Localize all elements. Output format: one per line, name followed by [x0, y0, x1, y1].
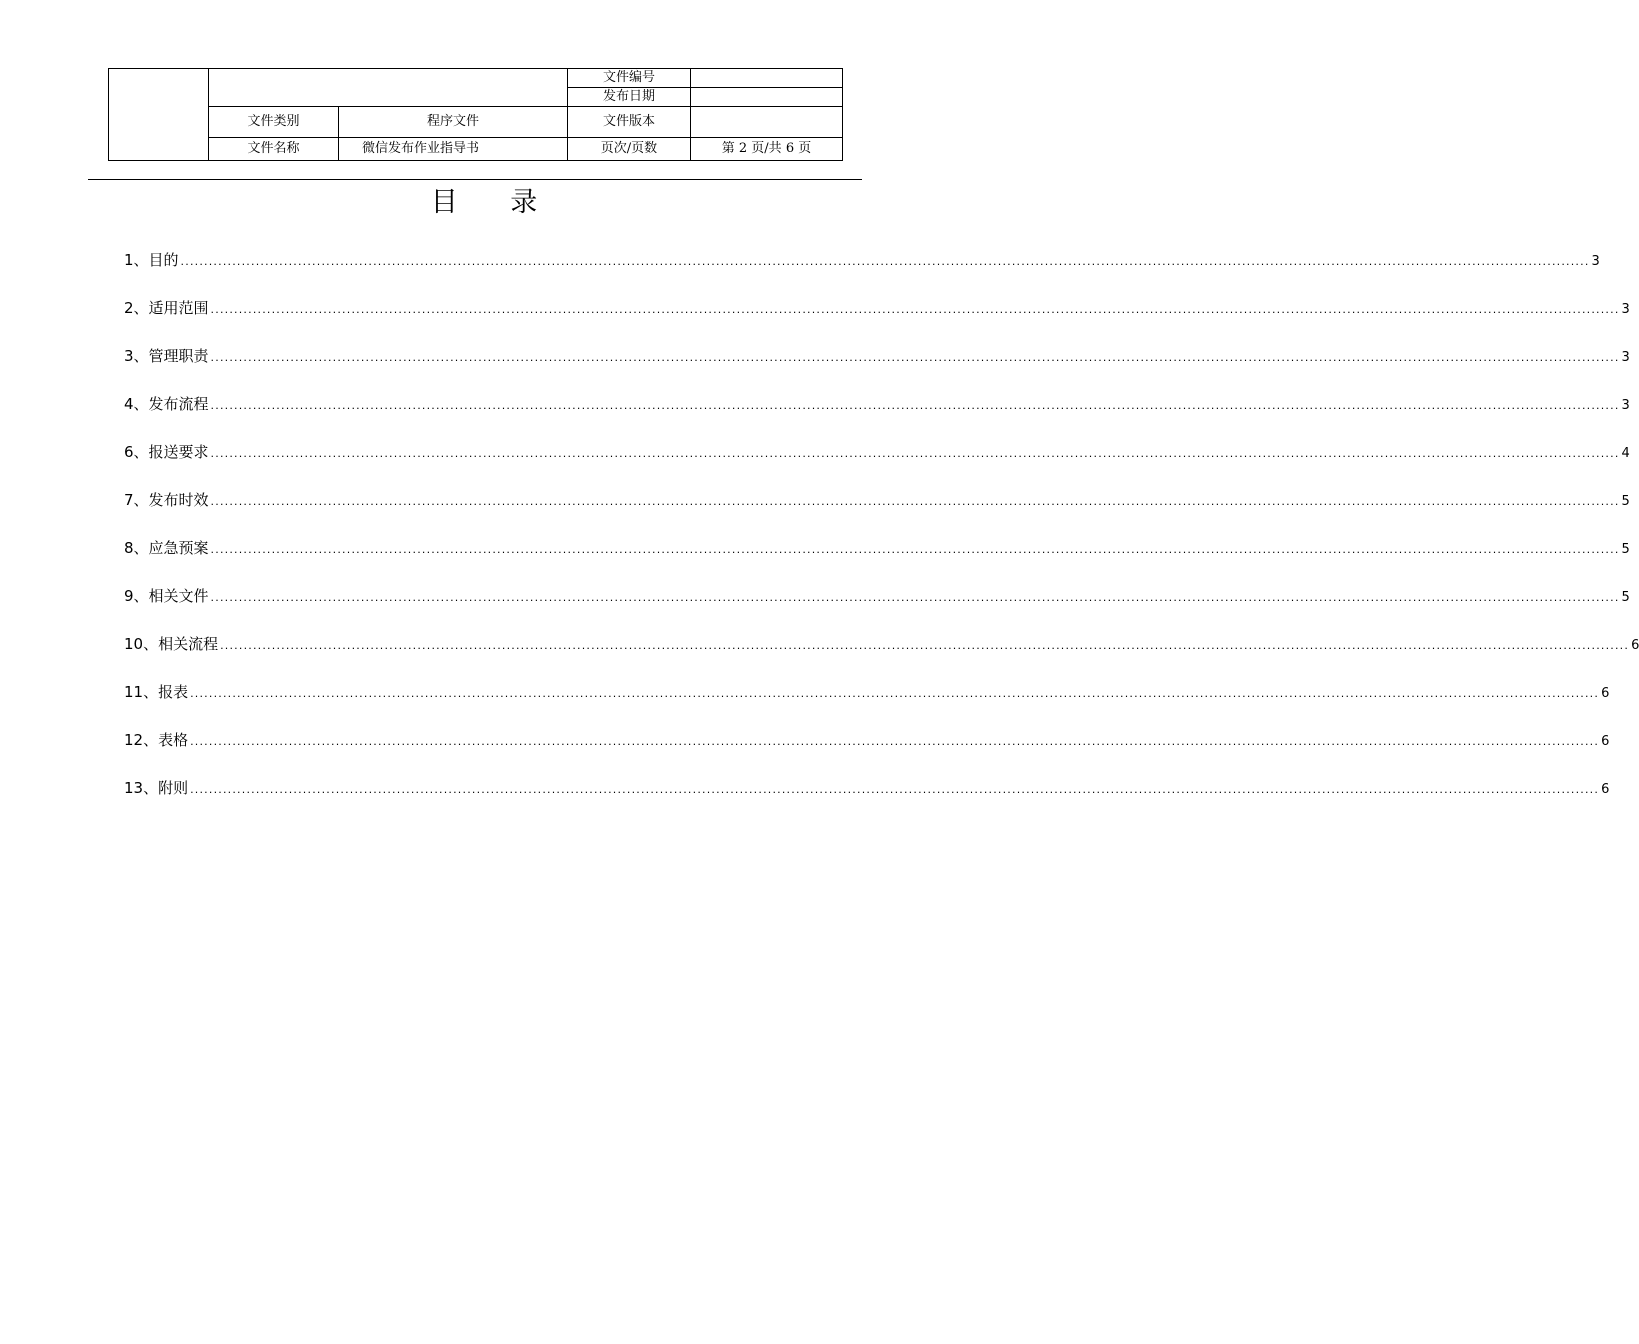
toc-dot-leader: ............................................................................................................................................................................................................................................................................................................ — [180, 255, 1590, 268]
toc-entry[interactable] — [124, 633, 1639, 681]
toc-dot-leader: ............................................................................................................................................................................................................................................................................................................ — [210, 351, 1620, 364]
toc-entry-label: 6、报送要求 — [124, 443, 209, 461]
toc-entry-label: 13、附则 — [124, 779, 189, 797]
toc-entry-page: 6 — [1601, 782, 1610, 797]
pages-value: 第 2 页/共 6 页 — [691, 137, 843, 160]
toc-entry-page: 3 — [1621, 398, 1630, 413]
toc-entry-page: 5 — [1621, 494, 1630, 509]
release-date-label: 发布日期 — [568, 88, 691, 107]
toc-entry-label: 9、相关文件 — [124, 587, 209, 605]
toc-entry-label: 2、适用范围 — [124, 299, 209, 317]
toc-entry-label: 12、表格 — [124, 731, 189, 749]
toc-entry-page: 3 — [1621, 350, 1630, 365]
logo-cell — [109, 69, 209, 161]
toc-entry[interactable] — [124, 345, 1630, 393]
toc-entry-page: 5 — [1621, 542, 1630, 557]
version-value — [691, 107, 843, 137]
toc-entry[interactable] — [124, 249, 1600, 297]
toc-dot-leader: ............................................................................................................................................................................................................................................................................................................ — [210, 591, 1620, 604]
toc-dot-leader: ............................................................................................................................................................................................................................................................................................................ — [210, 543, 1620, 556]
toc-entry-label: 8、应急预案 — [124, 539, 209, 557]
toc-entry-page: 5 — [1621, 590, 1630, 605]
toc-entry-label: 10、相关流程 — [124, 635, 219, 653]
version-label: 文件版本 — [568, 107, 691, 137]
toc-entry-page: 6 — [1601, 686, 1610, 701]
name-value: 微信发布作业指导书 — [339, 137, 568, 160]
toc-dot-leader: ............................................................................................................................................................................................................................................................................................................ — [190, 735, 1600, 748]
toc-entry-page: 3 — [1591, 254, 1600, 269]
toc-dot-leader: ............................................................................................................................................................................................................................................................................................................ — [190, 687, 1600, 700]
toc-entry-page: 4 — [1621, 446, 1630, 461]
pages-label: 页次/页数 — [568, 137, 691, 160]
toc-entry[interactable] — [124, 441, 1630, 489]
toc-entry-page: 3 — [1621, 302, 1630, 317]
toc-title: 目 录 — [430, 187, 560, 218]
toc-dot-leader: ............................................................................................................................................................................................................................................................................................................ — [210, 303, 1620, 316]
toc-entry[interactable] — [124, 729, 1610, 777]
toc-dot-leader: ............................................................................................................................................................................................................................................................................................................ — [210, 495, 1620, 508]
toc-entry[interactable] — [124, 393, 1630, 441]
toc-dot-leader: ............................................................................................................................................................................................................................................................................................................ — [220, 639, 1630, 652]
release-date-value — [691, 88, 843, 107]
toc-entry[interactable] — [124, 537, 1630, 585]
toc-entry-label: 3、管理职责 — [124, 347, 209, 365]
doc-number-label: 文件编号 — [568, 69, 691, 88]
toc-entry[interactable] — [124, 297, 1630, 345]
name-label: 文件名称 — [209, 137, 339, 160]
document-header-table — [108, 68, 843, 161]
toc-entry-page: 6 — [1601, 734, 1610, 749]
category-label: 文件类别 — [209, 107, 339, 137]
toc-entry-label: 1、目的 — [124, 251, 179, 269]
toc-entry-label: 7、发布时效 — [124, 491, 209, 509]
toc-entry[interactable] — [124, 585, 1630, 633]
toc-dot-leader: ............................................................................................................................................................................................................................................................................................................ — [210, 447, 1620, 460]
title-cell — [209, 69, 568, 107]
toc-list — [124, 249, 1639, 825]
toc-entry[interactable] — [124, 489, 1630, 537]
toc-entry[interactable] — [124, 681, 1610, 729]
toc-entry[interactable] — [124, 777, 1610, 825]
toc-entry-label: 4、发布流程 — [124, 395, 209, 413]
category-value: 程序文件 — [339, 107, 568, 137]
toc-entry-page: 6 — [1631, 638, 1639, 653]
toc-entry-label: 11、报表 — [124, 683, 189, 701]
toc-dot-leader: ............................................................................................................................................................................................................................................................................................................ — [190, 783, 1600, 796]
doc-number-value — [691, 69, 843, 88]
toc-dot-leader: ............................................................................................................................................................................................................................................................................................................ — [210, 399, 1620, 412]
